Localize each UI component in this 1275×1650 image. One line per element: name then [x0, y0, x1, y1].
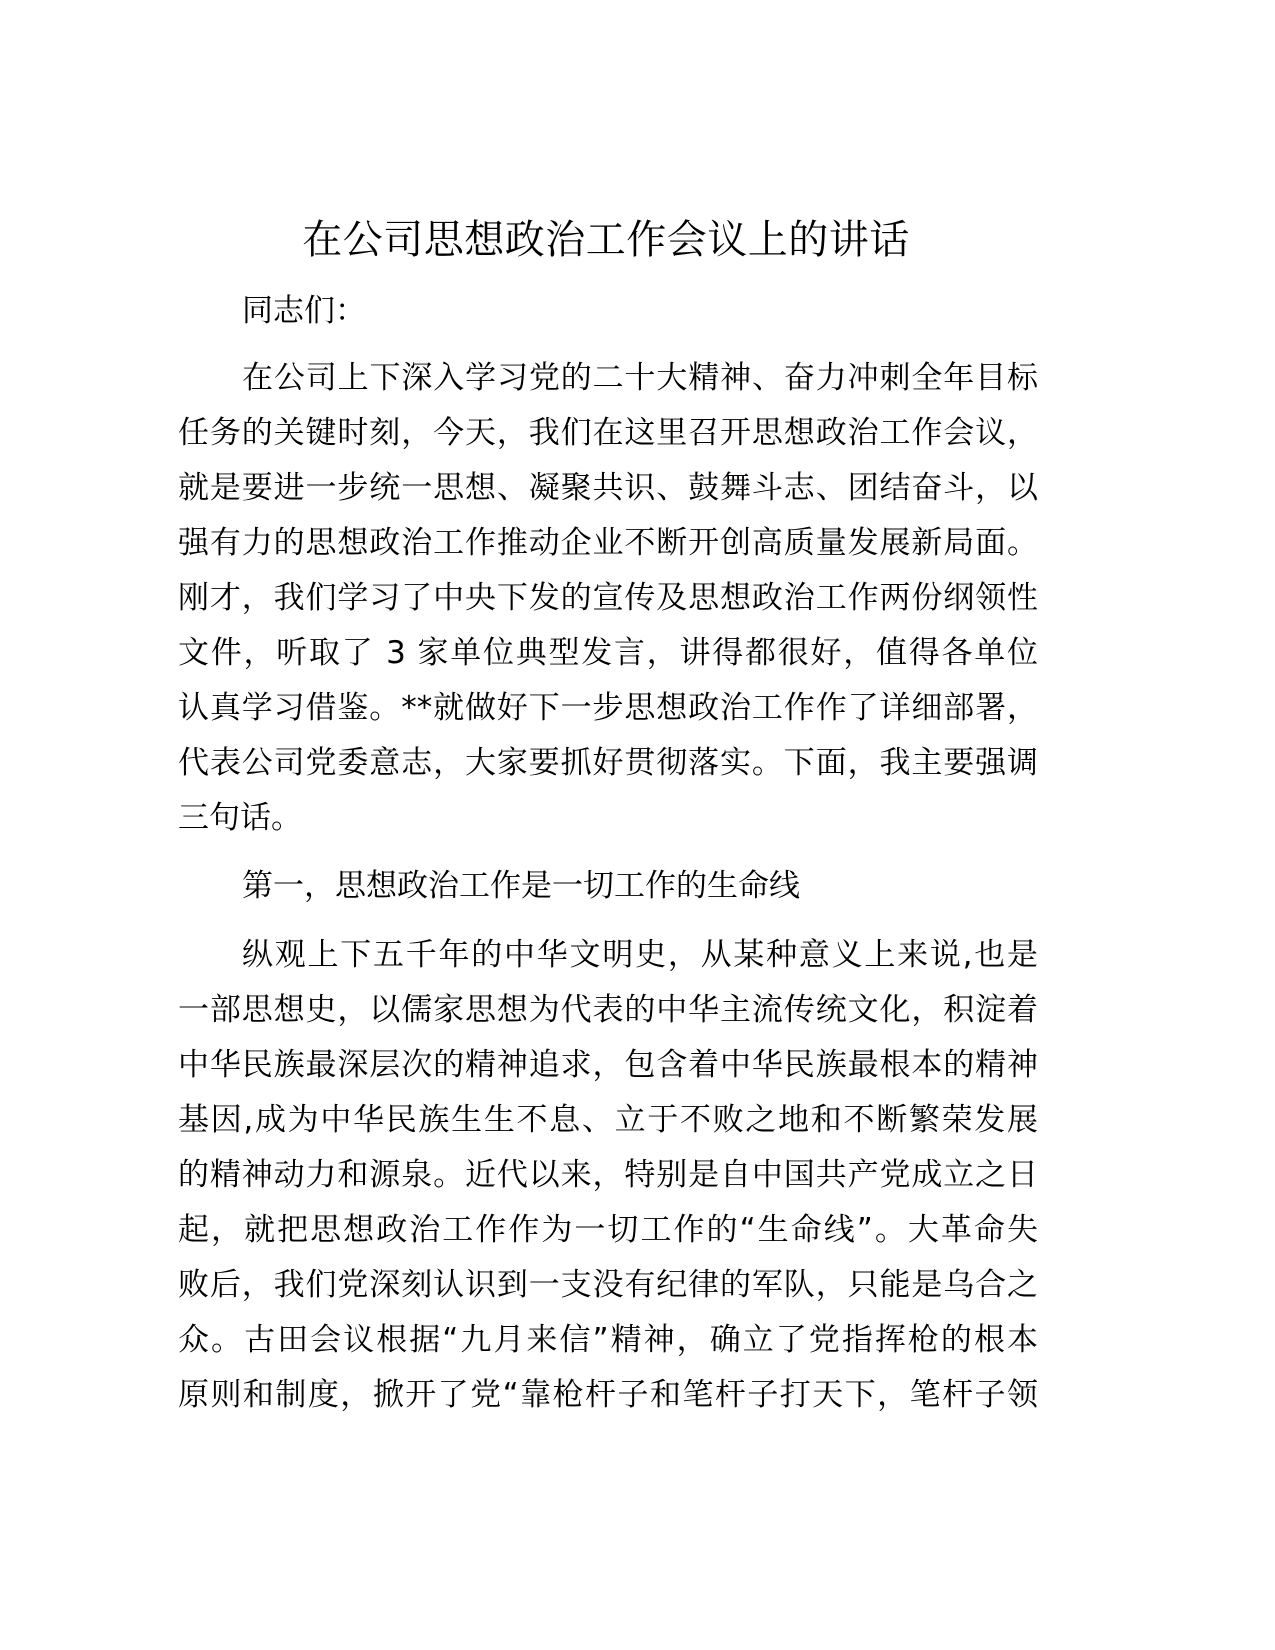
paragraph-line: 在公司上下深入学习党的二十大精神、奋力冲刺全年目标 — [242, 360, 1038, 396]
paragraph-line: 任务的关键时刻，今天，我们在这里召开思想政治工作会议， — [178, 415, 1038, 451]
paragraph-line: 代表公司党委意志，大家要抓好贯彻落实。下面，我主要强调 — [178, 745, 1038, 781]
paragraph-line: 败后，我们党深刻认识到一支没有纪律的军队，只能是乌合之 — [178, 1267, 1038, 1303]
paragraph-line: 就是要进一步统一思想、凝聚共识、鼓舞斗志、团结奋斗，以 — [178, 470, 1038, 506]
section-heading: 第一，思想政治工作是一切工作的生命线 — [242, 868, 800, 904]
salutation: 同志们： — [242, 293, 366, 329]
paragraph-line: 文件，听取了 3 家单位典型发言，讲得都很好，值得各单位 — [178, 635, 1038, 671]
paragraph-line: 纵观上下五千年的中华文明史，从某种意义上来说,也是 — [242, 937, 1038, 973]
paragraph-line: 原则和制度，掀开了党“靠枪杆子和笔杆子打天下，笔杆子领 — [178, 1377, 1038, 1413]
paragraph-line: 刚才，我们学习了中央下发的宣传及思想政治工作两份纲领性 — [178, 580, 1038, 616]
paragraph-line: 起，就把思想政治工作作为一切工作的“生命线”。大革命失 — [178, 1212, 1038, 1248]
paragraph-line: 一部思想史，以儒家思想为代表的中华主流传统文化，积淀着 — [178, 992, 1038, 1028]
paragraph-line: 认真学习借鉴。**就做好下一步思想政治工作作了详细部署， — [178, 690, 1038, 726]
paragraph-line: 基因,成为中华民族生生不息、立于不败之地和不断繁荣发展 — [178, 1102, 1038, 1138]
paragraph-line: 的精神动力和源泉。近代以来，特别是自中国共产党成立之日 — [178, 1157, 1038, 1193]
paragraph-line: 众。古田会议根据“九月来信”精神，确立了党指挥枪的根本 — [178, 1322, 1038, 1358]
paragraph-line: 强有力的思想政治工作推动企业不断开创高质量发展新局面。 — [178, 525, 1038, 561]
paragraph-line: 三句话。 — [178, 800, 302, 836]
paragraph-line: 中华民族最深层次的精神追求，包含着中华民族最根本的精神 — [178, 1047, 1038, 1083]
document-title: 在公司思想政治工作会议上的讲话 — [302, 217, 910, 263]
